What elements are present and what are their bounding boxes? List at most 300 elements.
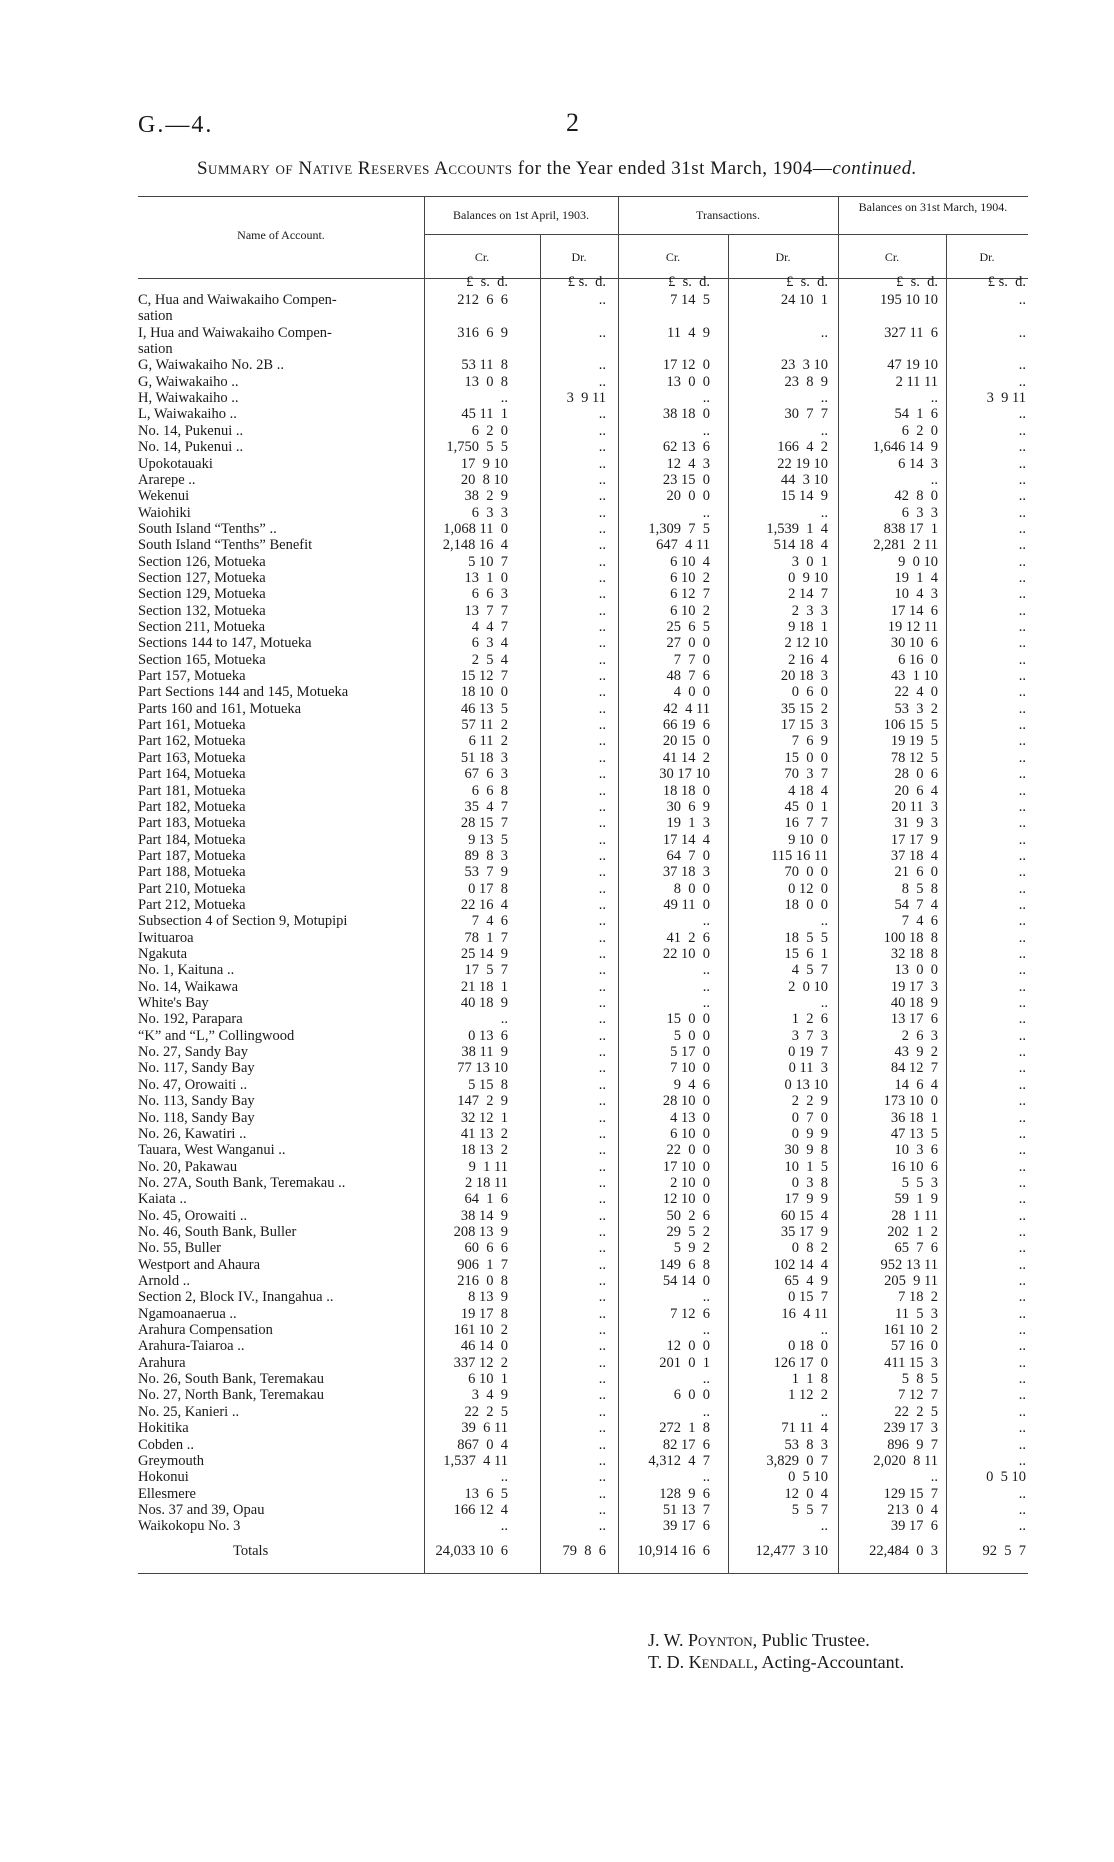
transactions-dr: 2 16 4 <box>788 651 828 668</box>
header-dr-transactions: Dr. <box>775 250 791 264</box>
table-row <box>138 897 1038 913</box>
table-row <box>138 1486 1038 1502</box>
balance-1904-cr: 10 3 6 <box>894 1142 938 1159</box>
table-row <box>138 1502 1038 1518</box>
balance-1904-dr: .. <box>1018 471 1026 488</box>
transactions-dr: 4 18 4 <box>788 782 828 799</box>
transactions-cr: 2 10 0 <box>670 1174 710 1191</box>
transactions-dr: 35 17 9 <box>780 1223 828 1240</box>
balance-1904-cr: 106 15 5 <box>883 717 938 734</box>
transactions-dr: 17 15 3 <box>780 717 828 734</box>
balance-1904-dr: .. <box>1018 700 1026 717</box>
balance-1903-cr: 1,537 4 11 <box>443 1452 508 1469</box>
account-name: No. 14, Pukenui .. <box>138 439 244 456</box>
transactions-cr: .. <box>702 422 710 439</box>
transactions-dr: 0 9 10 <box>788 569 828 586</box>
transactions-dr: 0 11 3 <box>788 1060 828 1077</box>
balance-1904-dr: .. <box>1018 1420 1026 1437</box>
transactions-dr: 71 11 4 <box>781 1420 828 1437</box>
transactions-dr: .. <box>820 1403 828 1420</box>
balance-1904-dr: .. <box>1018 1387 1026 1404</box>
table-row <box>138 488 1038 504</box>
table-row <box>138 848 1038 864</box>
transactions-dr: 44 3 10 <box>780 471 828 488</box>
signature-public-trustee <box>648 1630 870 1651</box>
transactions-cr: .. <box>702 1469 710 1486</box>
transactions-cr: 6 10 0 <box>670 1125 710 1142</box>
account-name: No. 27, Sandy Bay <box>138 1044 248 1061</box>
account-name: Arahura <box>138 1354 186 1371</box>
balance-1903-cr: 5 10 7 <box>468 553 508 570</box>
balance-1904-dr: .. <box>1018 749 1026 766</box>
balance-1904-cr: 13 0 0 <box>894 962 938 979</box>
balance-1904-cr: 8 5 8 <box>901 880 938 897</box>
balance-1904-dr: .. <box>1018 1322 1026 1339</box>
balance-1904-cr: £ s. d. <box>896 274 938 290</box>
balance-1904-cr: 54 1 6 <box>894 406 938 423</box>
balance-1903-dr: .. <box>598 978 606 995</box>
header-top-rule <box>138 196 1028 197</box>
units-row <box>138 274 1038 290</box>
balance-1903-cr: 46 13 5 <box>460 700 508 717</box>
transactions-dr: 0 6 0 <box>791 684 828 701</box>
transactions-dr: .. <box>820 913 828 930</box>
balance-1903-cr: 38 11 9 <box>461 1044 508 1061</box>
balance-1903-dr: .. <box>598 1354 606 1371</box>
balance-1903-cr: 7 4 6 <box>471 913 508 930</box>
transactions-dr: 15 0 0 <box>784 749 828 766</box>
account-name: Sections 144 to 147, Motueka <box>138 635 312 652</box>
balance-1904-cr: 5 5 3 <box>901 1174 938 1191</box>
balance-1903-cr: 6 3 3 <box>471 504 508 521</box>
account-name: Hokitika <box>138 1420 189 1437</box>
account-name: Nos. 37 and 39, Opau <box>138 1501 265 1518</box>
balance-1904-dr: .. <box>1018 357 1026 374</box>
account-name: Ararepe .. <box>138 471 196 488</box>
balance-1904-cr: 39 17 6 <box>890 1518 938 1535</box>
balance-1903-cr: 6 6 8 <box>471 782 508 799</box>
account-name: No. 113, Sandy Bay <box>138 1093 255 1110</box>
account-name: Waiohiki <box>138 504 191 521</box>
account-name: South Island “Tenths” Benefit <box>138 537 313 554</box>
transactions-cr: 17 14 4 <box>662 831 710 848</box>
account-name: C, Hua and Waiwakaiho Compen- <box>138 292 337 308</box>
balance-1904-cr: 952 13 11 <box>880 1256 938 1273</box>
header-dr-1903: Dr. <box>571 250 587 264</box>
balance-1903-dr: .. <box>598 292 606 308</box>
balance-1903-dr: .. <box>598 569 606 586</box>
balance-1903-dr: .. <box>598 1322 606 1339</box>
balance-1904-cr: 205 9 11 <box>884 1273 938 1289</box>
transactions-dr: 0 3 8 <box>791 1174 828 1191</box>
balance-1904-cr: 2 11 11 <box>895 373 938 390</box>
balance-1904-cr: 195 10 10 <box>880 292 938 308</box>
transactions-cr: .. <box>702 1322 710 1339</box>
balance-1903-cr: 6 3 4 <box>471 635 508 652</box>
transactions-cr: .. <box>702 390 710 407</box>
balance-1904-cr: 14 6 4 <box>894 1076 938 1093</box>
balance-1904-dr: .. <box>1018 717 1026 734</box>
signature-title-2: Acting-Accountant. <box>758 1652 905 1672</box>
table-row <box>138 1240 1038 1256</box>
table-row <box>138 1322 1038 1338</box>
balance-1904-cr: 896 9 7 <box>887 1436 938 1453</box>
balance-1903-cr: 1,750 5 5 <box>446 439 508 456</box>
balance-1904-dr: .. <box>1018 1305 1026 1322</box>
transactions-cr: .. <box>702 995 710 1012</box>
balance-1903-cr: 41 13 2 <box>460 1125 508 1142</box>
account-name: No. 25, Kanieri .. <box>138 1403 240 1420</box>
balance-1903-cr: 13 0 8 <box>464 373 508 390</box>
transactions-cr: 51 13 7 <box>662 1501 710 1518</box>
balance-1903-dr: .. <box>598 553 606 570</box>
table-row <box>138 717 1038 733</box>
account-name: No. 47, Orowaiti .. <box>138 1076 248 1093</box>
account-name: Section 132, Motueka <box>138 602 266 619</box>
account-name: Part 183, Motueka <box>138 815 246 832</box>
balance-1903-dr: .. <box>598 733 606 750</box>
balance-1903-cr: 15 12 7 <box>460 668 508 685</box>
transactions-dr: 22 19 10 <box>777 455 828 472</box>
balance-1903-cr: 867 0 4 <box>457 1436 508 1453</box>
balance-1904-cr: 43 1 10 <box>890 668 938 685</box>
table-row <box>138 930 1038 946</box>
balance-1904-dr: .. <box>1018 1436 1026 1453</box>
balance-1903-cr: 2 18 11 <box>465 1174 508 1191</box>
transactions-cr: .. <box>702 1289 710 1306</box>
transactions-dr: 102 14 4 <box>773 1256 828 1273</box>
balance-1904-dr: .. <box>1018 1403 1026 1420</box>
transactions-dr: 1,539 1 4 <box>766 520 828 537</box>
transactions-cr: 6 12 7 <box>670 586 710 603</box>
transactions-cr: 12 4 3 <box>666 455 710 472</box>
table-row <box>138 946 1038 962</box>
balance-1904-cr: 22 2 5 <box>894 1403 938 1420</box>
table-row <box>138 439 1038 455</box>
transactions-dr: 23 3 10 <box>780 357 828 374</box>
table-row <box>138 1518 1038 1534</box>
balance-1903-cr: 35 4 7 <box>464 798 508 815</box>
balance-1903-dr: .. <box>598 1207 606 1224</box>
table-row <box>138 1126 1038 1142</box>
balance-1903-cr: .. <box>500 1518 508 1535</box>
balance-1904-cr: 36 18 1 <box>890 1109 938 1126</box>
transactions-cr: 8 0 0 <box>673 880 710 897</box>
balance-1904-dr: .. <box>1018 602 1026 619</box>
balance-1903-dr: .. <box>598 1387 606 1404</box>
account-name: Ngamoanaerua .. <box>138 1305 237 1322</box>
transactions-dr: 9 18 1 <box>788 619 828 635</box>
account-name: Part 163, Motueka <box>138 749 246 766</box>
balance-1903-cr: 22 16 4 <box>460 896 508 913</box>
balance-1904-dr: 92 5 7 <box>982 1542 1026 1559</box>
balance-1903-dr: .. <box>598 896 606 913</box>
table-row <box>138 635 1038 651</box>
balance-1904-dr: .. <box>1018 1060 1026 1077</box>
table-title <box>0 158 1114 180</box>
balance-1904-dr: .. <box>1018 439 1026 456</box>
transactions-cr: 54 14 0 <box>662 1273 710 1289</box>
balance-1904-dr: .. <box>1018 553 1026 570</box>
balance-1904-cr: 53 3 2 <box>894 700 938 717</box>
table-row <box>138 537 1038 553</box>
balance-1904-dr: .. <box>1018 1125 1026 1142</box>
balance-1904-dr: .. <box>1018 962 1026 979</box>
balance-1904-dr: .. <box>1018 569 1026 586</box>
transactions-cr: 27 0 0 <box>666 635 710 652</box>
account-name: Subsection 4 of Section 9, Motupipi <box>138 913 348 930</box>
balance-1904-cr: 30 10 6 <box>890 635 938 652</box>
balance-1903-dr: .. <box>598 1223 606 1240</box>
balance-1904-cr: 100 18 8 <box>883 929 938 946</box>
balance-1903-cr: 6 6 3 <box>471 586 508 603</box>
balance-1903-dr: .. <box>598 586 606 603</box>
balance-1904-dr: .. <box>1018 504 1026 521</box>
balance-1904-cr: 202 1 2 <box>887 1223 938 1240</box>
transactions-dr: 2 14 7 <box>788 586 828 603</box>
table-row <box>138 1289 1038 1305</box>
transactions-dr: 0 7 0 <box>791 1109 828 1126</box>
balance-1904-dr: .. <box>1018 668 1026 685</box>
transactions-cr: 41 2 6 <box>666 929 710 946</box>
header-balances-1903: Balances on 1st April, 1903. <box>453 208 589 222</box>
transactions-dr: 18 5 5 <box>784 929 828 946</box>
transactions-dr: .. <box>820 324 828 341</box>
balance-1904-cr: 19 19 5 <box>890 733 938 750</box>
page-reference: G.—4. <box>138 112 214 138</box>
balance-1903-cr: .. <box>500 390 508 407</box>
transactions-dr: 20 18 3 <box>780 668 828 685</box>
transactions-cr: 17 10 0 <box>662 1158 710 1175</box>
table-row <box>138 864 1038 880</box>
transactions-cr: 64 7 0 <box>666 847 710 864</box>
balance-1904-cr: 59 1 9 <box>894 1191 938 1208</box>
balance-1904-cr: 78 12 5 <box>890 749 938 766</box>
balance-1903-dr: .. <box>598 1158 606 1175</box>
balance-1903-dr: .. <box>598 439 606 456</box>
account-name: Section 126, Motueka <box>138 553 266 570</box>
balance-1904-dr: .. <box>1018 831 1026 848</box>
balance-1903-dr: .. <box>598 1093 606 1110</box>
table-row <box>138 554 1038 570</box>
balance-1903-cr: 19 17 8 <box>460 1305 508 1322</box>
balance-1904-cr: 19 1 4 <box>894 569 938 586</box>
transactions-dr: 15 14 9 <box>780 488 828 505</box>
balance-1903-cr: 337 12 2 <box>453 1354 508 1371</box>
transactions-dr: 12,477 3 10 <box>755 1542 828 1559</box>
balance-1903-cr: 13 7 7 <box>464 602 508 619</box>
balance-1904-cr: 54 7 4 <box>894 896 938 913</box>
balance-1903-dr: .. <box>598 782 606 799</box>
balance-1903-dr: .. <box>598 847 606 864</box>
header-transactions: Transactions. <box>696 208 760 222</box>
balance-1903-cr: 17 9 10 <box>460 455 508 472</box>
balance-1904-cr: 57 16 0 <box>890 1338 938 1355</box>
balance-1904-dr: .. <box>1018 880 1026 897</box>
table-row <box>138 913 1038 929</box>
account-name: L, Waiwakaiho .. <box>138 406 237 423</box>
transactions-cr: 4,312 4 7 <box>648 1452 710 1469</box>
balance-1903-cr: 46 14 0 <box>460 1338 508 1355</box>
account-name: Part 188, Motueka <box>138 864 246 881</box>
balance-1904-dr: .. <box>1018 455 1026 472</box>
transactions-cr: 128 9 6 <box>659 1485 710 1502</box>
balance-1903-dr: .. <box>598 1403 606 1420</box>
table-row <box>138 357 1038 373</box>
table-row <box>138 521 1038 537</box>
account-name: Westport and Ahaura <box>138 1256 261 1273</box>
transactions-dr: 2 3 3 <box>791 602 828 619</box>
account-name: Part 161, Motueka <box>138 717 246 734</box>
balance-1903-cr: 57 11 2 <box>461 717 508 734</box>
transactions-dr: 0 18 0 <box>788 1338 828 1355</box>
account-name: No. 1, Kaituna .. <box>138 962 235 979</box>
transactions-cr: 5 0 0 <box>673 1027 710 1044</box>
balance-1903-cr: 28 15 7 <box>460 815 508 832</box>
transactions-cr: 38 18 0 <box>662 406 710 423</box>
balance-1903-cr: 2,148 16 4 <box>442 537 508 554</box>
balance-1903-dr: .. <box>598 635 606 652</box>
transactions-cr: 9 4 6 <box>673 1076 710 1093</box>
balance-1904-cr: 161 10 2 <box>883 1322 938 1339</box>
table-row <box>138 586 1038 602</box>
balance-1903-dr: 79 8 6 <box>562 1542 606 1559</box>
balance-1904-dr: .. <box>1018 1076 1026 1093</box>
totals-row <box>138 1543 1038 1559</box>
account-name: Part 182, Motueka <box>138 798 246 815</box>
transactions-cr: 7 10 0 <box>670 1060 710 1077</box>
transactions-cr: 30 6 9 <box>666 798 710 815</box>
balance-1904-dr: .. <box>1018 324 1026 341</box>
transactions-cr: 6 10 4 <box>670 553 710 570</box>
transactions-cr: 37 18 3 <box>662 864 710 881</box>
balance-1903-dr: .. <box>598 1240 606 1257</box>
table-row <box>138 390 1038 406</box>
balance-1904-cr: 16 10 6 <box>890 1158 938 1175</box>
transactions-cr: 272 1 8 <box>659 1420 710 1437</box>
table-row <box>138 750 1038 766</box>
balance-1904-dr: .. <box>1018 1518 1026 1535</box>
balance-1904-cr: 6 3 3 <box>901 504 938 521</box>
transactions-cr: 25 6 5 <box>666 619 710 635</box>
transactions-dr: 166 4 2 <box>777 439 828 456</box>
balance-1903-dr: .. <box>598 1027 606 1044</box>
balance-1903-dr: .. <box>598 1060 606 1077</box>
transactions-dr: 0 15 7 <box>788 1289 828 1306</box>
balance-1903-dr: .. <box>598 1174 606 1191</box>
balance-1903-cr: .. <box>500 1469 508 1486</box>
balance-1903-cr: 161 10 2 <box>453 1322 508 1339</box>
account-name: sation <box>138 341 173 358</box>
transactions-dr: 9 10 0 <box>788 831 828 848</box>
account-name: G, Waiwakaiho .. <box>138 373 239 390</box>
balance-1904-dr: .. <box>1018 896 1026 913</box>
balance-1904-dr: £ s. d. <box>987 274 1026 290</box>
transactions-cr: 7 14 5 <box>670 292 710 308</box>
balance-1904-dr: .. <box>1018 422 1026 439</box>
balance-1903-dr: .. <box>598 1011 606 1028</box>
balance-1903-cr: 166 12 4 <box>453 1501 508 1518</box>
balance-1903-dr: .. <box>598 1501 606 1518</box>
balance-1904-dr: .. <box>1018 995 1026 1012</box>
balance-1904-cr: 17 14 6 <box>890 602 938 619</box>
balance-1904-cr: 22 4 0 <box>894 684 938 701</box>
account-name: Section 129, Motueka <box>138 586 266 603</box>
table-row <box>138 1142 1038 1158</box>
title-continued: continued. <box>832 158 917 179</box>
transactions-dr: 0 19 7 <box>788 1044 828 1061</box>
balance-1904-cr: 7 12 7 <box>898 1387 938 1404</box>
transactions-dr: 70 3 7 <box>784 766 828 783</box>
balance-1903-dr: .. <box>598 798 606 815</box>
balance-1903-cr: 9 13 5 <box>468 831 508 848</box>
balance-1904-dr: .. <box>1018 1093 1026 1110</box>
transactions-cr: 50 2 6 <box>666 1207 710 1224</box>
account-name: No. 45, Orowaiti .. <box>138 1207 248 1224</box>
transactions-dr: 24 10 1 <box>780 292 828 308</box>
transactions-cr: £ s. d. <box>668 274 710 290</box>
balance-1903-cr: 60 6 6 <box>464 1240 508 1257</box>
balance-1903-dr: .. <box>598 619 606 635</box>
title-main: Summary of Native Reserves Accounts <box>196 158 513 179</box>
balance-1903-cr: 38 14 9 <box>460 1207 508 1224</box>
balance-1904-cr: 28 1 11 <box>891 1207 938 1224</box>
transactions-cr: 28 10 0 <box>662 1093 710 1110</box>
balance-1904-cr: .. <box>930 471 938 488</box>
balance-1904-dr: .. <box>1018 946 1026 962</box>
account-name: No. 118, Sandy Bay <box>138 1109 255 1126</box>
balance-1903-dr: .. <box>598 471 606 488</box>
balance-1903-dr: .. <box>598 1109 606 1126</box>
balance-1903-dr: .. <box>598 1076 606 1093</box>
balance-1903-cr: .. <box>500 1011 508 1028</box>
transactions-dr: 17 9 9 <box>784 1191 828 1208</box>
transactions-dr: 1 12 2 <box>788 1387 828 1404</box>
table-row <box>138 1044 1038 1060</box>
balance-1904-cr: 6 14 3 <box>898 455 938 472</box>
transactions-cr: 7 12 6 <box>670 1305 710 1322</box>
transactions-cr: .. <box>702 962 710 979</box>
header-cr-1903: Cr. <box>474 250 490 264</box>
transactions-dr: 3,829 0 7 <box>766 1452 828 1469</box>
table-row <box>138 1453 1038 1469</box>
balance-1904-dr: .. <box>1018 373 1026 390</box>
balance-1904-dr: .. <box>1018 913 1026 930</box>
table-row <box>138 1110 1038 1126</box>
balance-1903-dr: .. <box>598 1469 606 1486</box>
transactions-dr: 0 12 0 <box>788 880 828 897</box>
transactions-cr: 10,914 16 6 <box>637 1542 710 1559</box>
balance-1904-dr: .. <box>1018 1485 1026 1502</box>
balance-1903-cr: 208 13 9 <box>453 1223 508 1240</box>
account-name: Part 181, Motueka <box>138 782 246 799</box>
balance-1904-cr: 28 0 6 <box>894 766 938 783</box>
balance-1904-cr: 32 18 8 <box>890 946 938 962</box>
account-name: Wekenui <box>138 488 190 505</box>
balance-1903-dr: .. <box>598 1289 606 1306</box>
transactions-dr: £ s. d. <box>786 274 828 290</box>
header-dr-1904: Dr. <box>979 250 995 264</box>
balance-1904-cr: 13 17 6 <box>890 1011 938 1028</box>
balance-1904-dr: .. <box>1018 1240 1026 1257</box>
transactions-dr: 45 0 1 <box>784 798 828 815</box>
table-row <box>138 325 1038 341</box>
transactions-cr: 15 0 0 <box>666 1011 710 1028</box>
account-name: “K” and “L,” Collingwood <box>138 1027 295 1044</box>
balance-1904-cr: 19 17 3 <box>890 978 938 995</box>
table-row <box>138 1224 1038 1240</box>
balance-1903-cr: 24,033 10 6 <box>435 1542 508 1559</box>
